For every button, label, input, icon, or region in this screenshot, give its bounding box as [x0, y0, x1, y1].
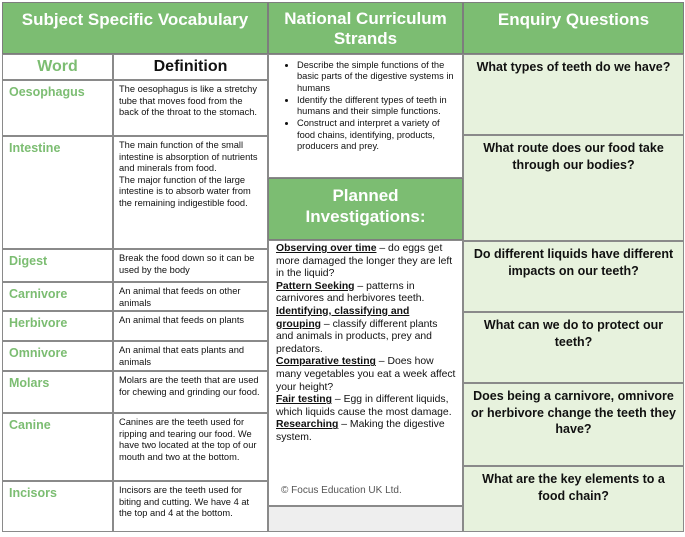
investigation-item: Observing over time – do eggs get more damaged the longer they are left in the liquid? [276, 243, 453, 280]
investigation-item: Researching – Making the digestive system. [276, 419, 445, 443]
vocab-definition: The main function of the small intestine is absorption of nutrients and minerals from food. The major function of the large intestine is to absorb water from the remaining indigestible food. [113, 136, 268, 249]
vocab-word: Omnivore [2, 341, 113, 371]
strands-list [269, 55, 462, 152]
vocab-definition: Canines are the teeth used for ripping and tearing our food. We have two located at the top of our mouth and two at the bottom. [113, 413, 268, 481]
enquiry-question: What types of teeth do we have? [463, 54, 684, 135]
strand-item: • Construct and interpret a variety of food chains, identifying, products, producers and prey. [297, 118, 458, 152]
vocab-definition: Break the food down so it can be used by the body [113, 249, 268, 282]
vocab-word: Incisors [2, 481, 113, 532]
blank-footer-cell [268, 506, 463, 532]
enquiry-question: Do different liquids have different impacts on our teeth? [463, 241, 684, 312]
vocab-word: Canine [2, 413, 113, 481]
enquiry-question: What route does our food take through our bodies? [463, 135, 684, 241]
strands-box [268, 54, 463, 178]
investigations-header: Planned Investigations: [268, 178, 463, 240]
investigation-item: Fair testing – Egg in different liquids, which liquids cause the most damage. [276, 394, 452, 418]
word-column-header: Word [2, 54, 113, 80]
vocab-word: Oesophagus [2, 80, 113, 136]
vocab-word: Herbivore [2, 311, 113, 341]
vocab-word: Carnivore [2, 282, 113, 311]
strand-item: • Identify the different types of teeth in humans and their simple functions. [297, 95, 458, 118]
investigations-box [268, 240, 463, 506]
investigation-item: Pattern Seeking – patterns in carnivores and herbivores teeth. [276, 280, 425, 305]
enquiry-question: What can we do to protect our teeth? [463, 312, 684, 383]
vocab-definition: Incisors are the teeth used for biting and cutting. We have 4 at the top and 4 at the bottom. [113, 481, 268, 532]
vocab-definition: Molars are the teeth that are used for chewing and grinding our food. [113, 371, 268, 413]
vocab-definition: An animal that feeds on other animals [113, 282, 268, 311]
strand-item: • Describe the simple functions of the basic parts of the digestive systems in humans [297, 60, 458, 94]
vocab-header: Subject Specific Vocabulary [2, 2, 268, 54]
questions-header: Enquiry Questions [463, 2, 684, 54]
vocab-word: Molars [2, 371, 113, 413]
definition-column-header: Definition [113, 54, 268, 80]
vocab-word: Intestine [2, 136, 113, 249]
copyright: © Focus Education UK Ltd. [281, 485, 402, 496]
strands-header: National Curriculum Strands [268, 2, 463, 54]
vocab-definition: An animal that eats plants and animals [113, 341, 268, 371]
investigation-item: Identifying, classifying and grouping – classify different plants and animals in products, prey and predators. [276, 305, 438, 355]
enquiry-question: What are the key elements to a food chain? [463, 466, 684, 532]
vocab-definition: An animal that feeds on plants [113, 311, 268, 341]
investigation-item: Comparative testing – Does how many vegetables you eat a week affect your height? [276, 356, 456, 393]
vocab-definition: The oesophagus is like a stretchy tube that moves food from the back of the throat to the stomach. [113, 80, 268, 136]
enquiry-question: Does being a carnivore, omnivore or herbivore change the teeth they have? [463, 383, 684, 466]
vocab-word: Digest [2, 249, 113, 282]
